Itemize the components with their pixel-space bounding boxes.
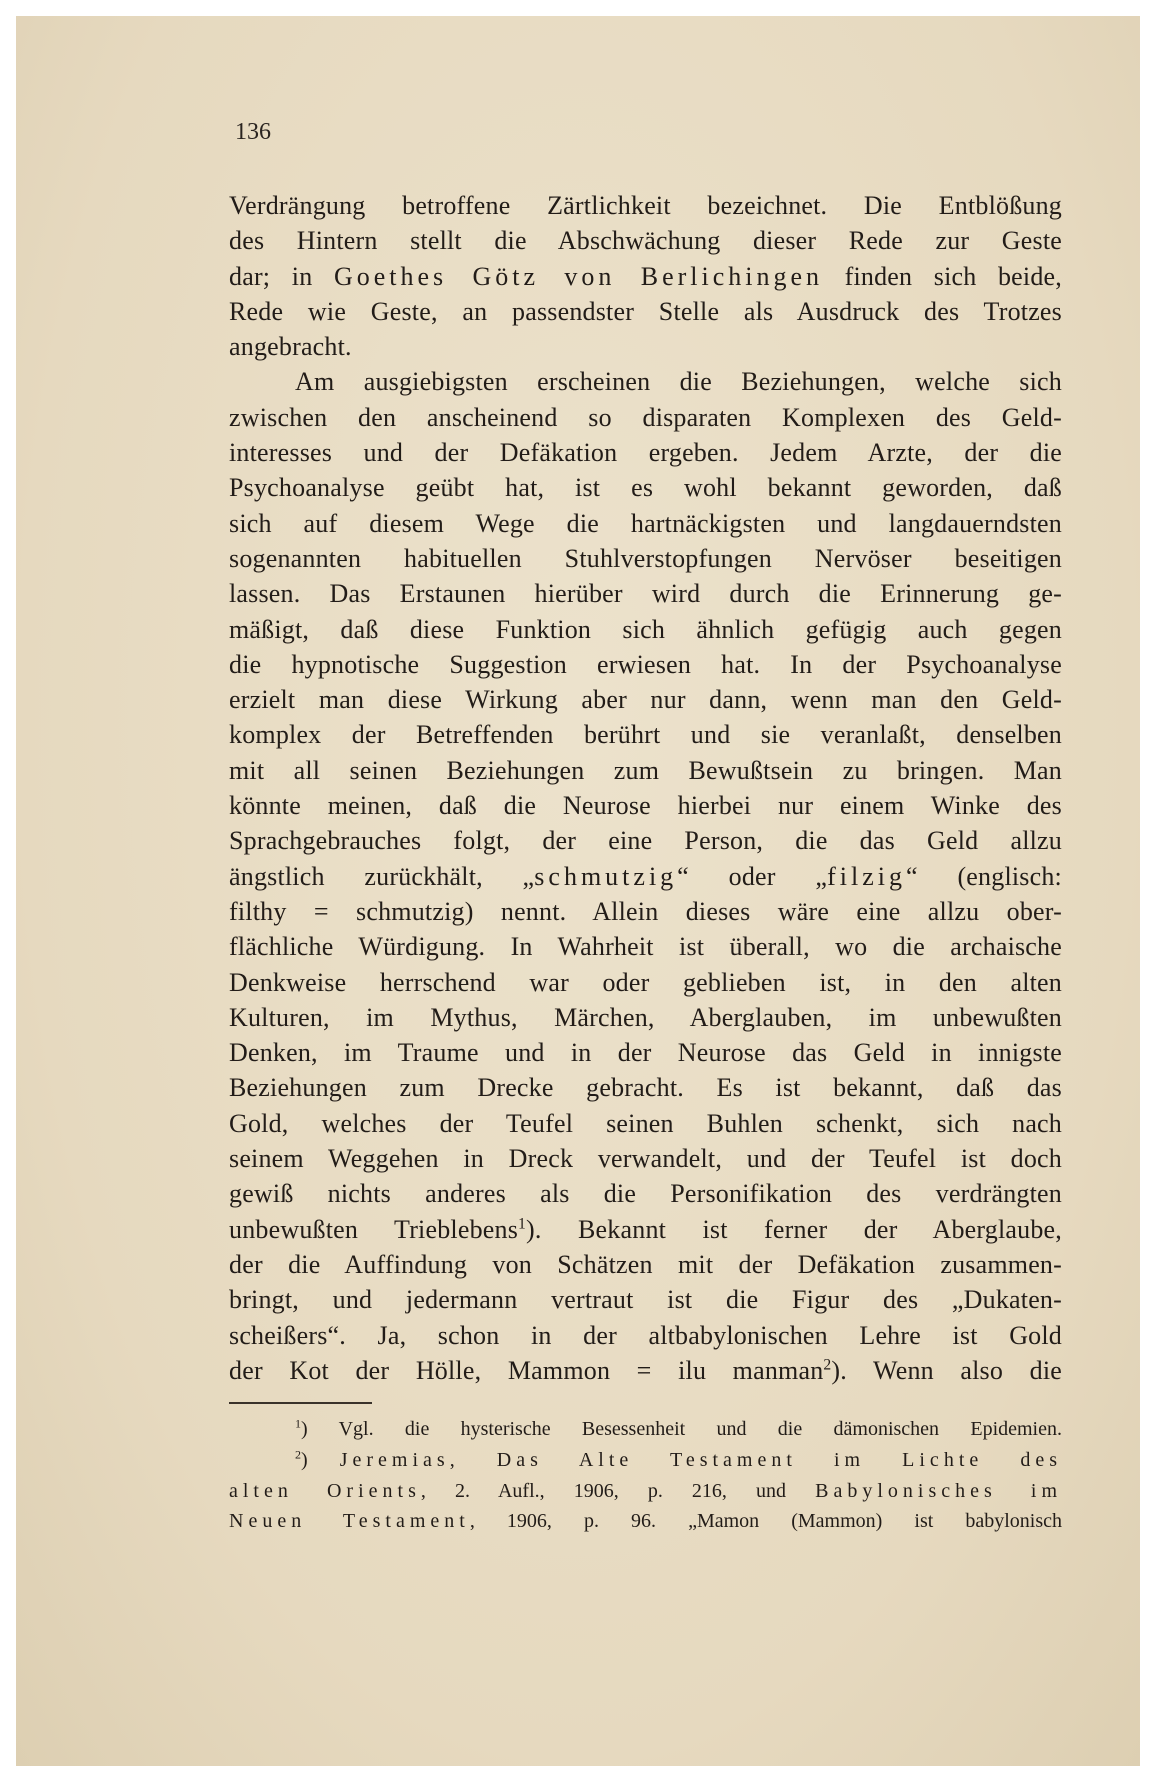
text-segment: erzielt man diese Wirkung aber nur dann, wenn man den Geld- [229,685,1062,715]
text-segment: die hypnotische Suggestion erwiesen hat. In der Psychoanalyse [229,649,1062,679]
scanned-page [16,16,1140,1766]
text-segment: ) Vgl. die hysterische Besessenheit und die dämonischen Epidemien. [301,1418,1062,1440]
text-line [229,1038,1062,1073]
text-line [229,932,1062,967]
text-segment: angebracht. [229,332,352,362]
text-line [229,262,1062,297]
text-segment: dar; in [229,261,334,291]
text-segment: gewiß nichts anderes als die Personifikation des verdrängten [229,1179,1062,1209]
text-line [229,403,1062,438]
text-line [229,615,1062,650]
text-segment: finden sich beide, [823,261,1062,291]
text-segment: mäßigt, daß diese Funktion sich ähnlich gefügig auch gegen [229,614,1062,644]
footnote-marker: 1 [518,1214,527,1232]
text-line [229,1215,1062,1250]
text-segment: Denkweise herrschend war oder geblieben ist, in den alten [229,967,1062,997]
page-number: 136 [235,119,271,145]
text-segment: bringt, und jedermann vertraut ist die Figur des „Dukaten- [229,1285,1062,1315]
spaced-text: Neuen Testament [229,1510,470,1533]
spaced-text: Goethes Götz von Berlichingen [333,261,824,291]
footnote-line [229,1480,1062,1511]
text-line [229,862,1062,897]
text-line [229,1356,1062,1391]
spaced-text: schmutzig [534,861,678,891]
text-segment: Denken, im Traume und in der Neurose das Geld in innigste [229,1038,1062,1068]
footnote-marker: 2 [823,1356,832,1374]
text-line [229,473,1062,508]
text-line [229,191,1062,226]
text-line [229,1285,1062,1320]
text-segment: unbewußten Trieblebens [229,1214,519,1244]
text-segment: ). Wenn also die [831,1355,1062,1385]
text-segment: “ (englisch: [905,861,1062,891]
text-line [229,826,1062,861]
text-segment: scheißers“. Ja, schon in der altbabylonischen Lehre ist Gold [229,1320,1062,1350]
body-text [229,191,1062,1391]
text-segment: interesses und der Defäkation ergeben. Jedem Arzte, der die [229,438,1062,468]
text-segment: Kulturen, im Mythus, Märchen, Aberglauben, im unbewußten [229,1002,1062,1032]
text-line [229,226,1062,261]
text-line [229,650,1062,685]
footnote-line [229,1449,1062,1480]
spaced-text: Babylonisches im [815,1479,1062,1502]
text-segment: Beziehungen zum Drecke gebracht. Es ist bekannt, daß das [229,1073,1062,1103]
text-segment: , 2. Aufl., 1906, p. 216, und [420,1479,816,1502]
text-line [229,1321,1062,1356]
text-line [229,297,1062,332]
text-line [229,579,1062,614]
text-line [229,1250,1062,1285]
footnote-line [229,1418,1062,1449]
text-segment: komplex der Betreffenden berührt und sie veranlaßt, denselben [229,720,1062,750]
spaced-text: alten Orients [229,1479,421,1502]
text-segment: sogenannten habituellen Stuhlverstopfungen Nervöser beseitigen [229,543,1062,573]
text-segment: mit all seinen Beziehungen zum Bewußtsein zu bringen. Man [229,755,1062,785]
text-line [229,791,1062,826]
text-segment: lassen. Das Erstaunen hierüber wird durch die Erinnerung ge- [229,579,1062,609]
text-segment: Gold, welches der Teufel seinen Buhlen schenkt, sich nach [229,1108,1062,1138]
text-line [229,720,1062,755]
text-segment: ). Bekannt ist ferner der Aberglaube, [526,1214,1062,1244]
text-segment: ängstlich zurückhält, „ [229,861,535,891]
text-segment: des Hintern stellt die Abschwächung dieser Rede zur Geste [229,226,1062,256]
text-segment: Am ausgiebigsten erscheinen die Beziehungen, welche sich [295,367,1062,397]
text-line [229,1073,1062,1108]
text-line [229,897,1062,932]
footnote-divider [229,1402,372,1404]
text-segment: flächliche Würdigung. In Wahrheit ist überall, wo die archaische [229,932,1062,962]
text-line [229,332,1062,367]
text-segment: der die Auffindung von Schätzen mit der Defäkation zusammen- [229,1249,1062,1279]
text-line [229,1003,1062,1038]
text-segment: filthy = schmutzig) nennt. Allein dieses wäre eine allzu ober- [229,896,1062,926]
text-segment: könnte meinen, daß die Neurose hierbei nur einem Winke des [229,791,1062,821]
spaced-text: Jeremias, Das Alte Testament im Lichte des [339,1448,1062,1471]
text-line [229,367,1062,402]
text-segment: zwischen den anscheinend so disparaten Komplexen des Geld- [229,402,1062,432]
spaced-text: filzig [827,861,906,891]
text-line [229,685,1062,720]
footnote-line [229,1510,1062,1541]
text-line [229,1109,1062,1144]
text-segment: Psychoanalyse geübt hat, ist es wohl bekannt geworden, daß [229,473,1062,503]
text-segment: sich auf diesem Wege die hartnäckigsten und langdauerndsten [229,508,1062,538]
text-line [229,1144,1062,1179]
text-line [229,509,1062,544]
text-segment: Verdrängung betroffene Zärtlichkeit bezeichnet. Die Entblößung [229,191,1062,220]
text-line [229,756,1062,791]
text-segment: “ oder „ [677,861,828,891]
footnotes [229,1418,1062,1541]
text-segment: Rede wie Geste, an passendster Stelle als Ausdruck des Trotzes [229,296,1062,326]
text-segment: , 1906, p. 96. „Mamon (Mammon) ist babylonisch [469,1510,1062,1533]
text-line [229,1179,1062,1214]
text-line [229,968,1062,1003]
footnote-marker: 2 [295,1448,301,1462]
footnote-marker: 1 [295,1418,301,1431]
text-segment: der Kot der Hölle, Mammon = ilu manman [229,1355,824,1385]
text-line [229,544,1062,579]
text-segment: Sprachgebrauches folgt, der eine Person, die das Geld allzu [229,826,1062,856]
text-segment: ) [301,1448,340,1471]
text-line [229,438,1062,473]
text-segment: seinem Weggehen in Dreck verwandelt, und der Teufel ist doch [229,1144,1062,1174]
